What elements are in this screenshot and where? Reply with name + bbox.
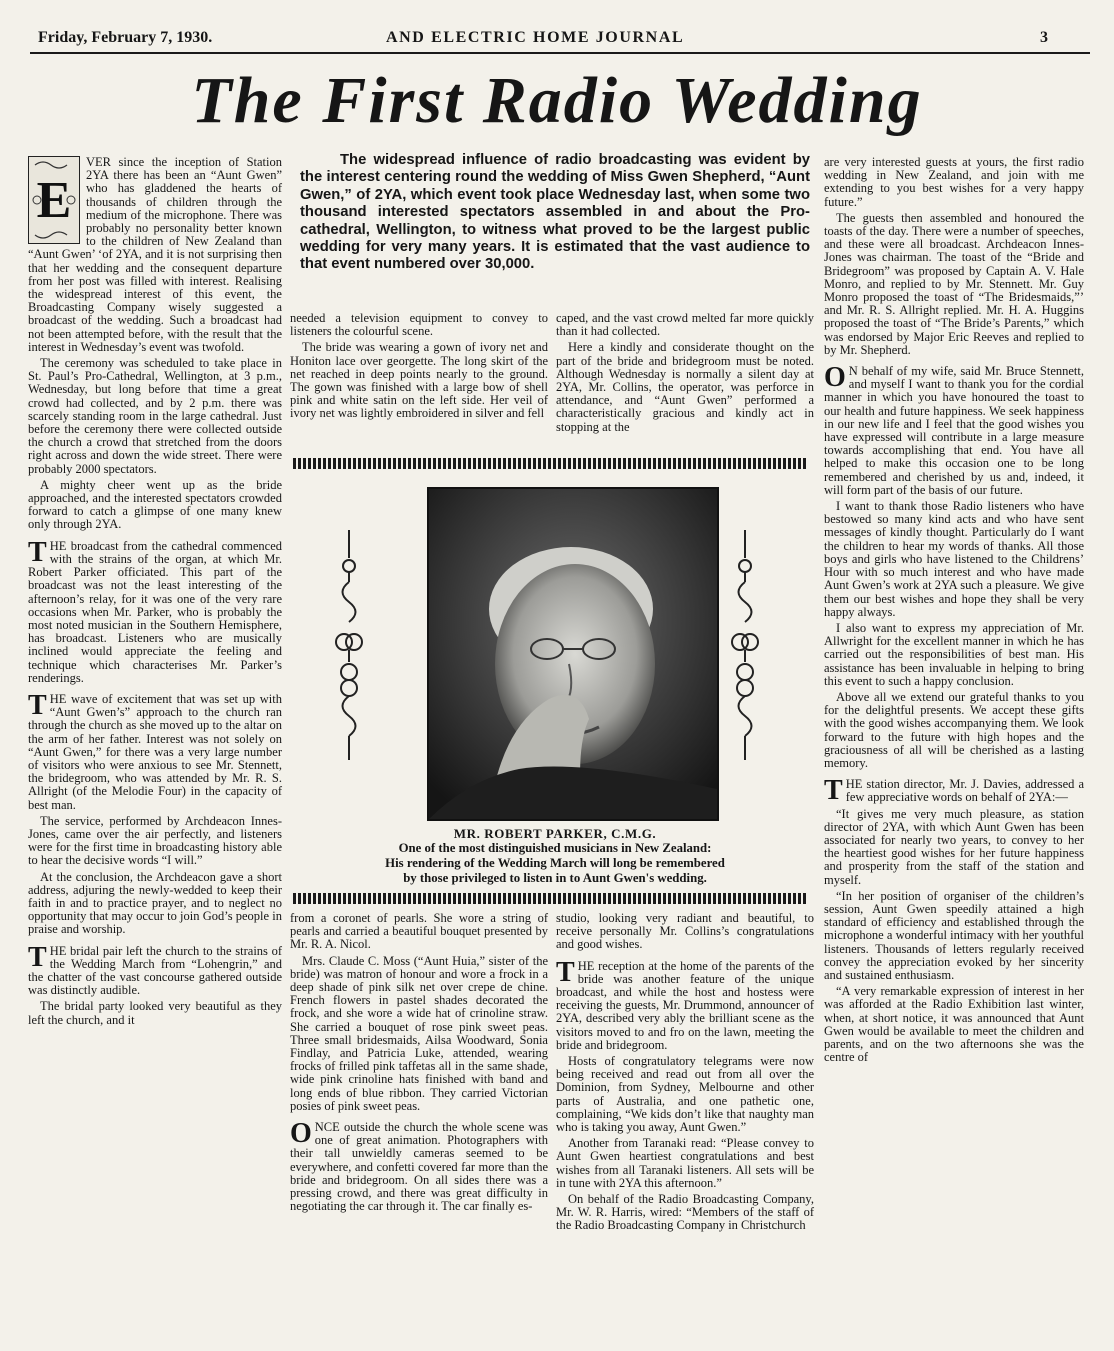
col4-p4: I want to thank those Radio listeners who have bestowed so many kind acts and who have sent messages of kindly thought. Particularly do I want the children to hear my words of thanks. All those boys and girls who have listened to the Childrens’ Hour with so much interest and who have made Aunt Gwen’s work at 2YA such a pleasure. We give them our best wishes and hope they shall be very happy always.: [824, 499, 1084, 619]
col2-bottom-p3-wrap: [290, 1118, 548, 1214]
decorative-rule-bottom: [293, 893, 807, 904]
portrait-photo: [427, 487, 719, 821]
column-3-bottom: [556, 912, 814, 1236]
col4-p2: The guests then assembled and honoured the toasts of the day. There were a number of speeches, and these were all broadcast. Archdeacon Innes-Jones was chairman. The toast of the “Bride and Bridegroom” was proposed by Captain A. V. Hale Monro, and replied to by Mr. Stennett. Mr. Guy Monro proposed the toast of “The Bridesmaids,”’ and Mr. R. S. Allright replied. Mr. H. A. Huggins proposed the toast of “The Bride’s Parents,” which was endorsed by Major Eric Reeves and replied to by Mr. Shepherd.: [824, 210, 1084, 357]
column-3-top: [556, 312, 814, 437]
col3-bottom-p2-wrap: [556, 956, 814, 1052]
col4-p3-wrap: [824, 362, 1084, 497]
article-intro: [300, 152, 810, 274]
drop-cap-letter: E: [36, 172, 72, 229]
col4-p3-drop-cap: O: [824, 362, 846, 394]
scroll-ornament-right-icon: [730, 530, 760, 760]
col1-p4: HE broadcast from the cathedral commenced with the strains of the organ, at which Mr. Robert Parker officiated. This part of the broadcast was not the least interesting of the afternoon’s relay, for it was one of the very rare occasions when Mr. Parker, who is probably the most noted musician in the Southern Hemisphere, has broadcast. Listeners who are musically inclined would appreciate the feeling and technique which characterises Mr. Parker’s renderings.: [28, 538, 282, 685]
col1-p5: HE wave of excitement that was set up with “Aunt Gwen’s” approach to the church ran through the church as she moved up to the altar on the arm of her father. Interest was not solely on “Aunt Gwen,” for there was a very large number of visitors who were anxious to see Mr. Stennett, the bridegroom, who was attended by Mr. R. S. Allright (of the Melodie Four) in the capacity of best man.: [28, 691, 282, 812]
column-2-bottom: [290, 912, 548, 1216]
col1-p8-drop-cap: T: [28, 941, 47, 973]
col4-p7-wrap: [824, 775, 1084, 807]
col2-p3-drop-cap: O: [290, 1118, 312, 1150]
col2-bottom-p3: NCE outside the church the whole scene was one of great animation. Photographers with their tall unwieldly cameras seemed to be everywhere, and confetti covered far more than the bride and bridegroom. On all sides there was a pressing crowd, and there was great difficulty in negotiating the car through it. The car finally es-: [290, 1120, 548, 1214]
col1-p8: HE bridal pair left the church to the strains of the Wedding March from “Lohengrin,” and the chatter of the vast concourse gathered outside was distinctly audible.: [28, 943, 282, 998]
col4-p7: HE station director, Mr. J. Davies, addressed a few appreciative words on behalf of 2YA:—: [845, 777, 1084, 805]
col4-p5: I also want to express my appreciation of Mr. Allwright for the excellent manner in which he has carried out the responsibilities of best man. His assistance has been invaluable in helping to bring this event to such a happy conclusion.: [824, 620, 1084, 688]
decorative-rule-top: [293, 458, 807, 469]
col3-top-p2: Here a kindly and considerate thought on the part of the bride and bridegroom must be noted. Although Wednesday is normally a silent day at 2YA, Mr. Collins, the operator, was perforce in attendance, and “Aunt Gwen” performed a characteristically gracious and kindly act in stopping at the: [556, 340, 814, 434]
col4-p7-drop-cap: T: [824, 775, 843, 807]
col1-p6: The service, performed by Archdeacon Innes-Jones, came over the air perfectly, and listeners were for the first time in broadcasting history able to hear the decisive words “I will.”: [28, 813, 282, 868]
col1-paragraph: [28, 156, 282, 354]
col1-p5-drop-cap: T: [28, 689, 47, 721]
portrait-image: [429, 489, 717, 819]
intro-text: The widespread influence of radio broadcasting was evident by the interest centering round the wedding of Miss Gwen Shepherd, “Aunt Gwen,” of 2YA, which event took place Wednesday last, when some two thousand interested spectators assembled in and about the Pro-cathedral, Wellington, to witness what proved to be the largest public wedding for very many years. It is estimated that the vast audience to that event numbered over 30,000.: [300, 152, 810, 273]
col4-p3: N behalf of my wife, said Mr. Bruce Stennett, and myself I want to thank you for the cordial manner in which you have honoured the toast to our health and future happiness. We seek happiness in our new life and I feel that the good wishes you have expressed will contribute in a large measure towards accomplishing that end. You have all helped to make this occasion one to be long remembered and cherished by us and, indeed, it will form part of the basis of our future.: [824, 364, 1084, 497]
col2-bottom-p2: Mrs. Claude C. Moss (“Aunt Huia,” sister of the bride) was matron of honour and wore a frock in a deep shade of pink silk net over crepe de chine. French flowers in pastel shades decorated the frock, and she wore a wide hat of crinoline straw. She carried a bouquet of rose pink sweet peas. Three small bridesmaids, Ailsa Woodward, Sonia Findlay, and Patricia Luke, attended, wearing frocks of frilled pink taffetas all in the same shade, wide pink crinoline hats finished with band and long ends of blue ribbon. They carried Victorian posies of pink sweet peas.: [290, 953, 548, 1113]
col1-p2: The ceremony was scheduled to take place in St. Paul’s Pro-Cathedral, Wellington, at 3 p.m., Wednesday, but long before that time a great crowd had collected, and by 2 p.m. there was scarcely standing room in the large cathedral. Just before the ceremony there were collected outside the church a crowd that stretched from the doors right across and down the wide street. There were probably 2000 spectators.: [28, 356, 282, 476]
col1-p9: The bridal party looked very beautiful as they left the church, and it: [28, 999, 282, 1027]
caption-line-1: One of the most distinguished musicians in New Zealand:: [398, 841, 712, 855]
header-journal: AND ELECTRIC HOME JOURNAL: [386, 29, 685, 46]
col3-bottom-p4: Another from Taranaki read: “Please convey to Aunt Gwen heartiest congratulations and best wishes from all Taranaki listeners. All sets will be in tune with 2YA this afternoon.”: [556, 1136, 814, 1190]
col4-p1: are very interested guests at yours, the first radio wedding in New Zealand, and join with me extending to you best wishes for a very happy future.”: [824, 155, 1084, 209]
header-date: Friday, February 7, 1930.: [38, 29, 213, 46]
header-rule: [30, 52, 1090, 54]
col1-p4-drop-cap: T: [28, 536, 47, 568]
ornamental-drop-cap: [28, 156, 80, 244]
col3-bottom-p3: Hosts of congratulatory telegrams were now being received and read out from all over the Dominion, from Sydney, Melbourne and other parts of Australia, and one pathetic one, complaining, “We kids don’t like that naughty man who is taking you away, Aunt Gwen.”: [556, 1054, 814, 1135]
article-title: The First Radio Wedding: [191, 64, 923, 137]
caption-name: MR. ROBERT PARKER, C.M.G.: [453, 826, 657, 841]
column-4: [824, 156, 1084, 1067]
col3-bottom-p1: studio, looking very radiant and beautiful, to receive personally Mr. Collins’s congratulations and good wishes.: [556, 911, 814, 952]
col1-p7: At the conclusion, the Archdeacon gave a short address, adjuring the newly-wedded to keep their faith in and to practice prayer, and to neglect no opportunity that may occur to join God’s people in praise and worship.: [28, 869, 282, 937]
col3-p2-drop-cap: T: [556, 956, 575, 988]
col1-p3: A mighty cheer went up as the bride approached, and the interested spectators crowded forward to catch a glimpse of one many knew only through 2YA.: [28, 477, 282, 532]
col2-top-p2: The bride was wearing a gown of ivory net and Honiton lace over georgette. The long skirt of the net reached in deep points nearly to the ground. The gown was finished with a large bow of shell pink and white satin on the left side. Her veil of ivory net was lightly embroidered in silver and fell: [290, 340, 548, 421]
caption-line-2: His rendering of the Wedding March will long be remembered: [385, 856, 725, 870]
col3-bottom-p5: On behalf of the Radio Broadcasting Company, Mr. W. R. Harris, wired: “Members of the staff of the Radio Broadcasting Company in Christchurch: [556, 1192, 814, 1233]
column-2-top: [290, 312, 548, 424]
col2-bottom-p1: from a coronet of pearls. She wore a string of pearls and carried a beautiful bouquet presented by Mr. R. A. Nicol.: [290, 911, 548, 952]
col4-p10: “A very remarkable expression of interest in her was afforded at the Radio Exhibition last winter, when, at short notice, it was announced that Aunt Gwen would be available to meet the children and parents, and on the two afternoons she was the centre of: [824, 984, 1084, 1065]
column-1: [28, 156, 282, 1030]
col3-bottom-p2: HE reception at the home of the parents of the bride was another feature of the unique broadcast, and while the host and hostess were receiving the guests, Mr. Drummond, announcer of 2YA, described very ably the brilliant scene as the visitors moved to and fro on the lawn, meeting the bride and bridegroom.: [556, 958, 814, 1052]
caption-line-3: by those privileged to listen in to Aunt Gwen's wedding.: [403, 871, 707, 885]
col1-p1: VER since the inception of Station 2YA there has been an “Aunt Gwen” who has gladdened the hearts of thousands of children through the medium of the microphone. There was probably no personality better known to the children of New Zealand than “Aunt Gwen’ ‘of 2YA, and it is not surprising then that her wedding and the consequent departure from her post was filled with interest. Realising the widespread interest of this event, the Broadcasting Company wisely suggested a broadcast of the wedding. Such a broadcast had not been attempted before, with the result that the interest in Wednesday’s event was twofold.: [28, 155, 282, 354]
col3-top-p1: caped, and the vast crowd melted far more quickly than it had collected.: [556, 311, 814, 339]
col1-p4-wrap: [28, 536, 282, 685]
scroll-ornament-left-icon: [334, 530, 364, 760]
photo-caption: [300, 826, 810, 886]
col4-p9: “In her position of organiser of the children’s session, Aunt Gwen speedily attained a high standard of efficiency and established through the microphone a wonderful intimacy with her youthful listeners. Thousands of letters regularly received convey the appreciation evoked by her sincerity and sustained enthusiasm.: [824, 888, 1084, 982]
col4-p8: “It gives me very much pleasure, as station director of 2YA, with which Aunt Gwen has been associated for nearly two years, to convey to her the heartiest good wishes for her future happiness and prosperity from the staff of the station and myself.: [824, 806, 1084, 887]
col4-p6: Above all we extend our grateful thanks to you for the delightful presents. We accept these gifts with the good wishes accompanying them. We look forward to the future with high hopes and the graciousness of all will be cherished as a lasting memory.: [824, 689, 1084, 770]
col1-p5-wrap: [28, 689, 282, 812]
page-header: [0, 26, 1114, 52]
header-page-number: 3: [1040, 29, 1048, 46]
col1-p8-wrap: [28, 941, 282, 998]
col2-top-p1: needed a television equipment to convey to listeners the colourful scene.: [290, 311, 548, 339]
